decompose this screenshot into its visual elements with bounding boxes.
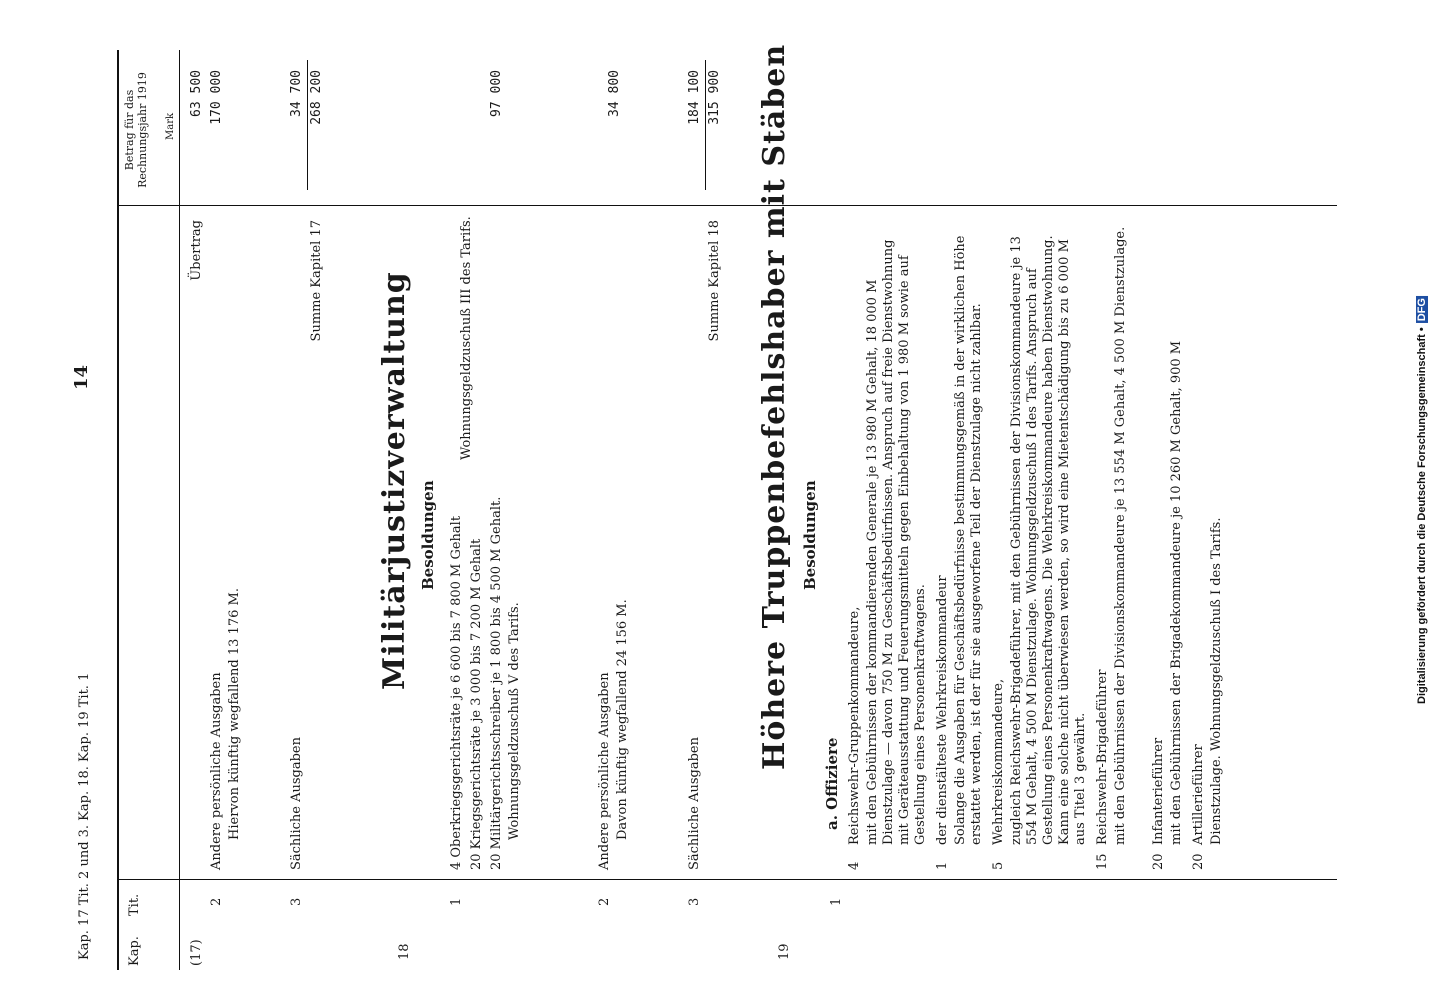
officer-qty: 20 xyxy=(1151,853,1166,870)
page-number: 14 xyxy=(71,364,92,390)
entry-text: Andere persönliche Ausgaben xyxy=(597,672,612,870)
col-kap: Kap. xyxy=(127,936,142,966)
officer-label: der dienstälteste Wehrkreiskommandeur xyxy=(935,575,950,845)
sum-label: Summe Kapitel 18 xyxy=(707,220,722,342)
sum-rule xyxy=(307,60,308,190)
col-divider-left xyxy=(117,879,1337,880)
entry-amount: 184 100 xyxy=(687,70,702,125)
entry-sub: Hiervon künftig wegfallend 13 176 M. xyxy=(227,588,242,840)
header-rule xyxy=(179,50,180,970)
officer-label: Reichswehr-Brigadeführer xyxy=(1095,669,1110,845)
line: 20 Militärgerichtsschreiber je 1 800 bis 4 500 M Gehalt. xyxy=(489,496,504,870)
officer-qty: 15 xyxy=(1095,853,1110,870)
officer-label: Infanterieführer xyxy=(1151,737,1166,845)
line: 4 Oberkriegsgerichtsräte je 6 600 bis 7 800 M Gehalt xyxy=(449,515,464,870)
officer-qty: 4 xyxy=(847,861,862,870)
officer-qty: 1 xyxy=(935,861,950,870)
officer-text: mit den Gebührnissen der Brigadekommandeure je 10 260 M Gehalt, 900 M xyxy=(1169,340,1184,845)
officer-text: zugleich Reichswehr-Brigadeführer, mit den Gebührnissen der Divisionskommandeure je 13 554 M Gehalt, 4 500 M Dienstzulage. Wohnungsgeldzuschuß I des Tarifs. Anspruch auf Gestellung eines Personenkraftwagens. Die Wehrkreiskommandeure haben Dienstwohnung. Kann eine solche nicht überwiesen werden, so wird eine Mietentschädigung bis zu 6 000 M aus Titel 3 gewährt. xyxy=(1009,235,1088,845)
kap-17: (17) xyxy=(189,939,204,966)
officer-text: Dienstzulage. Wohnungsgeldzuschuß I des Tarifs. xyxy=(1209,517,1224,845)
section-title: Militärjustizverwaltung xyxy=(377,271,412,690)
col-unit: Mark xyxy=(165,112,176,140)
col-amount: Betrag für das Rechnungsjahr 1919 xyxy=(123,72,149,188)
tit-1: 1 xyxy=(829,897,844,906)
subheading: a. Offiziere xyxy=(823,737,841,830)
sum-amount: 315 900 xyxy=(707,70,722,125)
tit-2: 2 xyxy=(209,897,224,906)
sidebar-credit xyxy=(1416,296,1428,704)
officer-label: Reichswehr-Gruppenkommandeure, xyxy=(847,606,862,845)
entry-amount: 34 700 xyxy=(289,70,304,117)
officer-text: mit den Gebührnissen der kommandierenden Generale je 13 980 M Gehalt, 18 000 M Dienstzulage — davon 750 M zu Geschäftsbedürfnissen. Anspruch auf freie Dienstwohnung mit Geräteausstattung und Feuerungsmitteln gegen Einbehaltung von 1 980 M sowie auf Gestellung eines Personenkraftwagens. xyxy=(865,239,928,845)
officer-text: Solange die Ausgaben für Geschäftsbedürfnisse bestimmungsgemäß in der wirklichen Höhe erstattet werden, ist der für sie ausgeworfene Teil der Dienstzulage nicht zahlbar. xyxy=(953,235,984,845)
entry-text: Sächliche Ausgaben xyxy=(289,737,304,870)
credit-text: Digitalisierung gefördert durch die Deutsche Forschungsgemeinschaft • xyxy=(1416,327,1428,704)
pre-label: Übertrag xyxy=(189,220,204,281)
sum-label: Summe Kapitel 17 xyxy=(309,220,324,342)
tit-3: 3 xyxy=(687,897,702,906)
entry-amount: 97 000 xyxy=(489,70,504,117)
officer-text: mit den Gebührnissen der Divisionskommandeure je 13 554 M Gehalt, 4 500 M Dienstzulage. xyxy=(1113,226,1128,845)
col-divider-right xyxy=(117,205,1337,206)
dfg-badge: DFG xyxy=(1416,298,1428,322)
kap-19: 19 xyxy=(777,943,792,960)
line: Wohnungsgeldzuschuß V des Tarifs. xyxy=(507,602,522,840)
sum-rule xyxy=(705,60,706,190)
entry-text: Andere persönliche Ausgaben xyxy=(209,672,224,870)
entry-amount: 34 800 xyxy=(607,70,622,117)
sum-amount: 268 200 xyxy=(309,70,324,125)
rotated-sheet xyxy=(57,30,1357,990)
header-ref: Kap. 17 Tit. 2 und 3. Kap. 18. Kap. 19 Tit. 1 xyxy=(77,672,92,960)
entry-amount: 170 000 xyxy=(209,70,224,125)
col-tit: Tit. xyxy=(127,893,142,916)
kap-18: 18 xyxy=(397,943,412,960)
entry-sub: Davon künftig wegfallend 24 156 M. xyxy=(615,599,630,840)
entry-text: Sächliche Ausgaben xyxy=(687,737,702,870)
brace-note: Wohnungsgeldzuschuß III des Tarifs. xyxy=(459,216,474,460)
pre-amount: 63 500 xyxy=(189,70,204,117)
section-subtitle: Besoldungen xyxy=(801,480,819,590)
line: 20 Kriegsgerichtsräte je 3 000 bis 7 200 M Gehalt xyxy=(469,538,484,870)
section-subtitle: Besoldungen xyxy=(419,480,437,590)
top-rule xyxy=(117,50,119,970)
officer-label: Artillerieführer xyxy=(1191,744,1206,845)
officer-qty: 5 xyxy=(991,861,1006,870)
officer-label: Wehrkreiskommandeure, xyxy=(991,678,1006,845)
tit-3: 3 xyxy=(289,897,304,906)
officer-qty: 20 xyxy=(1191,853,1206,870)
tit-2: 2 xyxy=(597,897,612,906)
section-title: Höhere Truppenbefehlshaber mit Stäben xyxy=(757,43,792,770)
tit-1: 1 xyxy=(449,897,464,906)
